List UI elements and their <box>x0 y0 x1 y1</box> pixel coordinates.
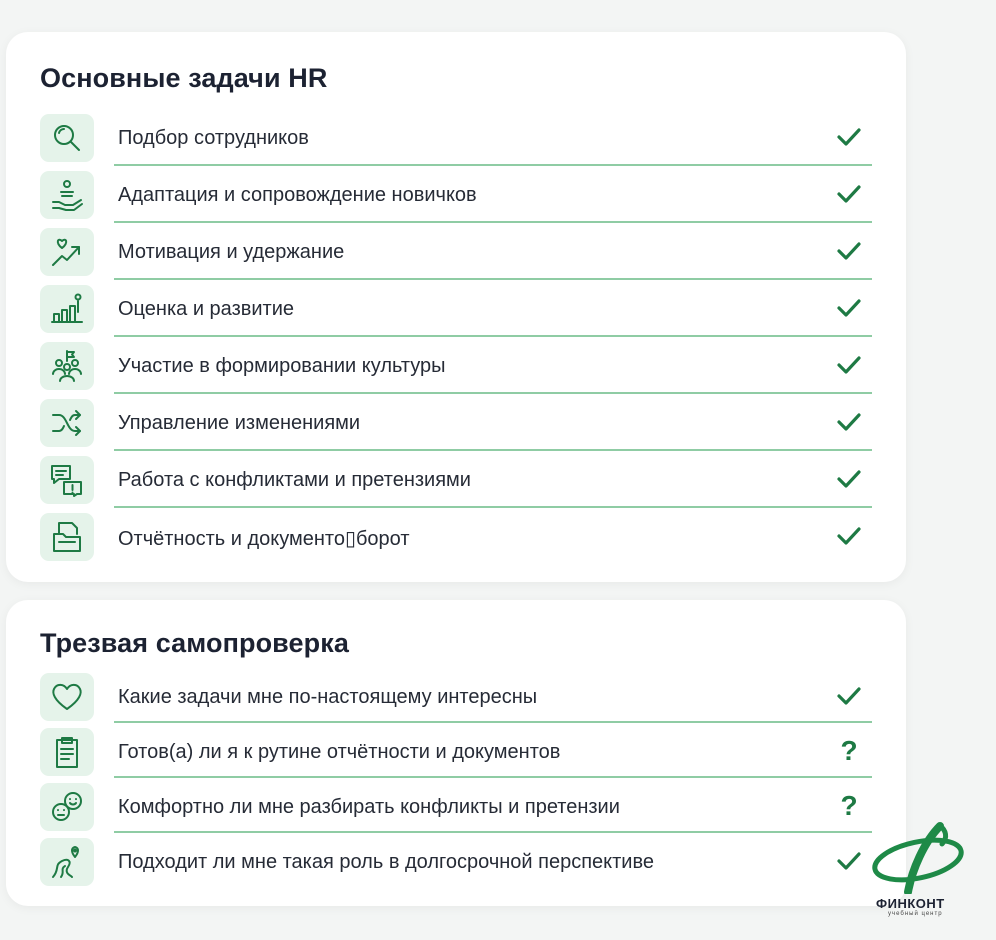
list-item <box>40 454 872 511</box>
question-mark: ? <box>840 790 858 821</box>
checkmark-icon <box>834 293 864 323</box>
list-item <box>40 836 872 891</box>
list-item-label: Управление изменениями <box>118 412 361 434</box>
divider <box>114 278 872 280</box>
checkmark-icon <box>834 464 864 494</box>
hr-tasks-title: Основные задачи HR <box>40 63 328 93</box>
list-item <box>40 726 872 781</box>
question-mark: ? <box>840 735 858 766</box>
list-item-label: Работа с конфликтами и претензиями <box>118 469 471 491</box>
checkmark-icon <box>834 350 864 380</box>
checkmark-icon <box>834 846 864 876</box>
list-item-label: Подходит ли мне такая роль в долгосрочной перспективе <box>118 851 654 873</box>
self-check-card <box>6 600 906 906</box>
list-item-label: Какие задачи мне по-настоящему интересны <box>118 686 538 708</box>
list-item <box>40 283 872 340</box>
clipboard-icon <box>40 728 94 776</box>
logo-brand-name: ФИНКОНТ <box>876 896 945 911</box>
bar-chart-person-icon <box>40 285 94 333</box>
heart-icon <box>40 673 94 721</box>
heart-growth-arrow-icon <box>40 228 94 276</box>
list-item-label: Готов(а) ли я к рутине отчётности и документов <box>118 741 561 763</box>
divider <box>114 831 872 833</box>
list-item-label: Подбор сотрудников <box>118 127 309 149</box>
list-item <box>40 781 872 836</box>
self-check-title: Трезвая самопроверка <box>40 628 349 658</box>
list-item <box>40 397 872 454</box>
divider <box>114 449 872 451</box>
finkont-logo <box>862 822 972 922</box>
faces-icon <box>40 783 94 831</box>
list-item-label: Мотивация и удержание <box>118 241 345 263</box>
divider <box>114 776 872 778</box>
chat-warning-icon <box>40 456 94 504</box>
divider <box>114 164 872 166</box>
checkmark-icon <box>834 236 864 266</box>
list-item-label: Комфортно ли мне разбирать конфликты и претензии <box>118 796 620 818</box>
list-item <box>40 671 872 726</box>
magnifier-icon <box>40 114 94 162</box>
finkont-logo-mark <box>868 822 968 894</box>
list-item-label: Отчётность и документо▯борот <box>118 528 410 550</box>
checkmark-icon <box>834 681 864 711</box>
list-item <box>40 511 872 568</box>
list-item <box>40 169 872 226</box>
team-flag-icon <box>40 342 94 390</box>
logo-subtitle: учебный центр <box>888 911 943 917</box>
road-pin-icon <box>40 838 94 886</box>
divider <box>114 721 872 723</box>
list-item <box>40 340 872 397</box>
list-item <box>40 226 872 283</box>
shuffle-arrows-icon <box>40 399 94 447</box>
list-item-label: Адаптация и сопровождение новичков <box>118 184 477 206</box>
list-item-label: Оценка и развитие <box>118 298 294 320</box>
list-item-label: Участие в формировании культуры <box>118 355 446 377</box>
divider <box>114 221 872 223</box>
divider <box>114 392 872 394</box>
self-check-list <box>40 671 872 891</box>
checkmark-icon <box>834 179 864 209</box>
list-item <box>40 112 872 169</box>
checkmark-icon <box>834 407 864 437</box>
divider <box>114 506 872 508</box>
divider <box>114 335 872 337</box>
checkmark-icon <box>834 521 864 551</box>
documents-folder-icon <box>40 513 94 561</box>
hr-tasks-list <box>40 112 872 568</box>
hr-tasks-card <box>6 32 906 582</box>
checkmark-icon <box>834 122 864 152</box>
person-on-hand-icon <box>40 171 94 219</box>
